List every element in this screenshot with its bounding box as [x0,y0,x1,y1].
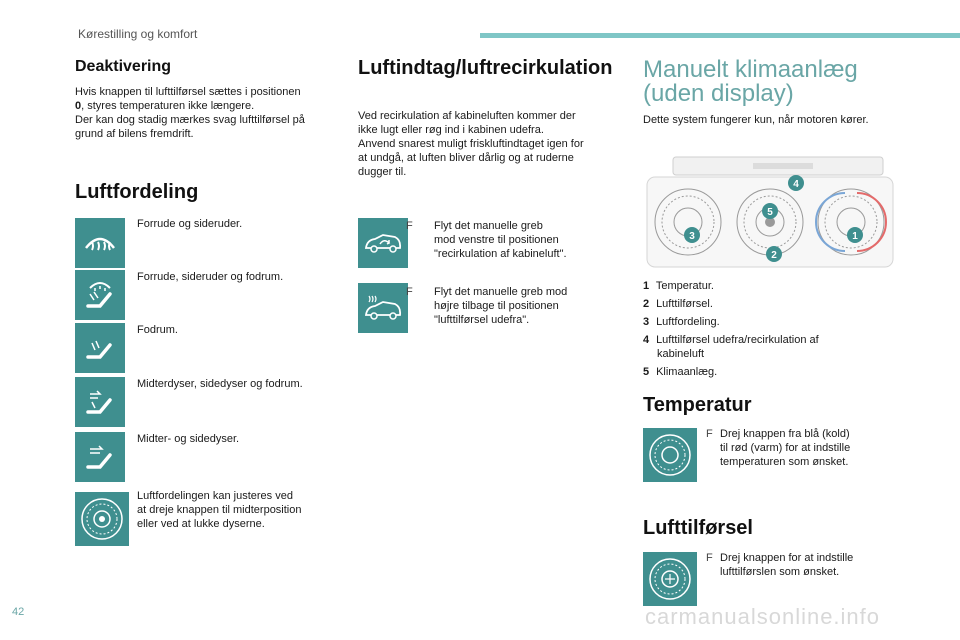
callout-3: 3 [689,231,695,242]
temperature-bullet [706,427,906,469]
callout-4: 4 [793,179,799,190]
temperature-text-2: til rød (varm) for at indstille [720,442,851,454]
windscreen-feet-icon [75,270,125,320]
climate-panel-illustration [643,155,895,270]
climate-title-line-1: Manuelt klimaanlæg [643,56,858,83]
deactivation-line-1: Hvis knappen til lufttilførsel sættes i positionen [75,86,301,98]
bullet-mark-2: F [406,286,413,298]
recirculation-icon [358,218,408,268]
temperature-line-1 [706,427,906,441]
bullet-recirculation-line-1 [406,219,620,233]
vents-icon [75,432,125,482]
page-number: 42 [12,606,25,618]
intake-line-2: ikke lugt eller røg ind i kabinen udefra. [358,124,544,136]
deactivation-line-3: Der kan dog stadig mærkes svag lufttilførsel på [75,114,305,126]
bullet-fresh-line-1 [406,285,620,299]
airflow-text-1: Drej knappen for at indstille [720,552,854,564]
intake-title: Luftindtag/luftrecirkulation [358,57,613,79]
intake-line-1: Ved recirkulation af kabineluften kommer der [358,110,576,122]
deactivation-line-2-rest: , styres temperaturen ikke længere. [81,100,255,112]
distribution-item-2: Forrude, sideruder og fodrum. [137,271,284,283]
legend-text-4: Lufttilførsel udefra/recirkulation af [656,334,819,346]
temperature-text-1: Drej knappen fra blå (kold) [720,428,850,440]
climate-title [643,58,858,106]
vents-feet-icon [75,377,125,427]
bullet-recirculation [406,219,620,261]
deactivation-line-4: grund af bilens fremdrift. [75,128,194,140]
legend-num-4: 4 [643,334,650,346]
climate-intro: Dette system fungerer kun, når motoren kører. [643,114,869,126]
bullet1-text-3: "recirkulation af kabineluft". [434,248,567,260]
distribution-title: Luftfordeling [75,181,199,203]
dial-text-line-3: eller ved at lukke dyserne. [137,518,265,530]
legend-text-4b: kabineluft [657,348,705,360]
legend-num-5: 5 [643,366,650,378]
bullet2-text-3: "lufttilførsel udefra". [434,314,530,326]
section-header: Kørestilling og komfort [78,27,198,41]
bullet-mark-3: F [706,428,713,440]
legend-text-1: Temperatur. [655,280,714,292]
bullet-mark-1: F [406,220,413,232]
bullet2-text-1: Flyt det manuelle greb mod [434,286,568,298]
legend-item-4 [643,333,883,361]
legend-num-2: 2 [643,298,650,310]
bullet1-text-2: mod venstre til positionen [434,234,559,246]
position-zero: 0 [75,100,82,112]
legend-num-1: 1 [643,280,650,292]
airflow-line-1 [706,551,906,565]
fresh-air-icon [358,283,408,333]
bullet1-text-1: Flyt det manuelle greb [434,220,543,232]
legend-text-3: Luftfordeling. [656,316,720,328]
deactivation-line-2 [75,99,345,113]
legend-item-3 [643,313,883,331]
intake-line-3: Anvend snarest muligt friskluftindtaget igen for [358,138,584,150]
intake-line-4: at undgå, at luften bliver dårlig og at ruderne [358,152,574,164]
temperature-text-3: temperaturen som ønsket. [720,456,849,468]
legend-item-2 [643,295,883,313]
feet-icon [75,323,125,373]
bullet-fresh-air [406,285,620,327]
watermark-text: carmanualsonline.info [645,604,881,629]
distribution-item-1: Forrude og sideruder. [137,218,243,230]
intake-paragraph [358,109,628,179]
temperature-title: Temperatur [643,394,752,416]
airflow-text-2: lufttilførslen som ønsket. [720,566,840,578]
dial-text-line-1: Luftfordelingen kan justeres ved [137,490,293,502]
dial-text-line-2: at dreje knappen til midterposition [137,504,302,516]
legend-item-1 [643,277,883,295]
distribution-item-5: Midter- og sidedyser. [137,433,240,445]
callout-2: 2 [771,250,777,261]
climate-legend [643,277,883,381]
airflow-title: Lufttilførsel [643,517,753,539]
distribution-item-4: Midterdyser, sidedyser og fodrum. [137,378,303,390]
legend-num-3: 3 [643,316,650,328]
distribution-dial-text [137,489,301,531]
airflow-bullet [706,551,906,579]
header-accent-bar [480,33,960,38]
callout-1: 1 [852,231,858,242]
windscreen-defrost-icon [75,218,125,268]
deactivation-title: Deaktivering [75,58,172,75]
intake-line-5: dugger til. [358,166,407,178]
temperature-dial-icon [643,428,697,482]
deactivation-text [75,85,345,141]
distribution-item-3: Fodrum. [137,324,178,336]
bullet2-text-2: højre tilbage til positionen [434,300,559,312]
airflow-dial-icon [643,552,697,606]
climate-title-line-2: (uden display) [643,80,794,107]
callout-5: 5 [767,207,773,218]
legend-text-5: Klimaanlæg. [656,366,718,378]
legend-item-5 [643,363,883,381]
bullet-mark-4: F [706,552,713,564]
legend-text-2: Lufttilførsel. [656,298,713,310]
distribution-dial-icon [75,492,129,546]
